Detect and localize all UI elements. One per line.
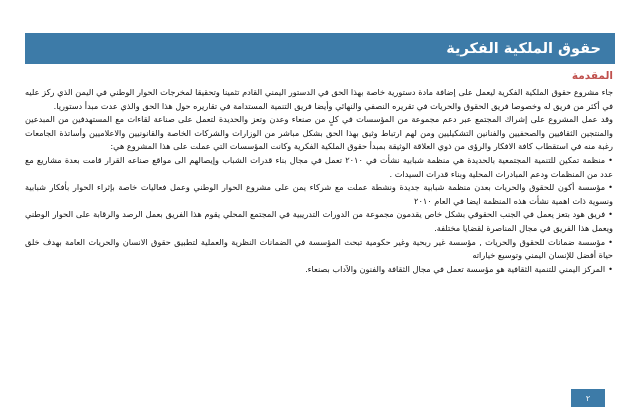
- bullet-icon: •: [608, 209, 613, 220]
- list-item-text: فريق هود بتعز يعمل في الجنب الحقوقي بشكل خاص يقدمون مجموعة من الدورات التدريبية في المجتمع المحلي يقوم هذا الفريق بعمل الرصد والرقابة على الحوار الوطني ويعمل هذا الفريق في مجال المناصرة لقضايا مختلفة.: [25, 209, 613, 233]
- list-item-text: منظمة تمكين للتنمية المجتمعية بالحديدة هي منظمة شبابية نشأت في ٢٠١٠ تعمل في مجال بناء قدرات الشباب وإيصالهم الى مواقع صناعه القرار قامت بعدة مشاريع مع عدد من المنظمات ودعم المبادرات المحلية وبناء قدرات السيدات .: [25, 154, 613, 179]
- institutions-list: [25, 154, 613, 276]
- list-item: [25, 236, 613, 263]
- list-item-text: مؤسسة أكون للحقوق والحريات بعدن منظمة شبابية جديدة ونشطة عملت مع شركاء يمن على مشروع الحوار الوطني وعمل فعاليات خاصة بإثراء الحوار بأفكار شبابية ونسوية ذات اهمية نشأت هذه المنظمة ايضا في العام ٢٠١٠: [25, 182, 613, 206]
- section-heading: المقدمة: [571, 70, 613, 82]
- list-item-text: مؤسسة ضمانات للحقوق والحريات , مؤسسة غير ربحية وغير حكومية تبحث المؤسسة في الضمانات النظرية والعملية لتطبيق حقوق الانسان والحريات العامة بهدف خلق حياة أفضل للإنسان اليمني وتوسيع خياراته: [25, 236, 613, 261]
- list-item: [25, 208, 613, 235]
- intro-paragraph: جاء مشروع حقوق الملكية الفكرية ليعمل على إضافة مادة دستورية خاصة بهذا الحق في الدستور اليمني القادم تثمينا وتحقيقا لمخرجات الحوار الوطني في اليمن الذي ركز عليه في أكثر من فريق له وخصوصا فريق الحقوق والحريات في تقريره النصفي والنهائي وأيضا فريق التنمية المستدامة في تقاريره حول هذا الحق والذي عدت مبدأ دستوريا.: [25, 87, 613, 111]
- bullet-icon: •: [608, 236, 613, 247]
- bullet-icon: •: [608, 182, 613, 193]
- page-number: ٢: [571, 389, 605, 407]
- title-bar: [25, 33, 615, 64]
- list-item: [25, 154, 613, 181]
- bullet-icon: •: [608, 263, 613, 274]
- bullet-icon: •: [608, 154, 613, 165]
- list-item-text: المركز اليمني للتنمية الثقافية هو مؤسسة تعمل في مجال الثقافة والفنون والآداب بصنعاء.: [305, 263, 606, 274]
- page-title: حقوق الملكية الفكرية: [446, 40, 601, 57]
- document-body: [25, 70, 613, 276]
- list-item: [25, 181, 613, 208]
- second-paragraph: وقد عمل المشروع على إشراك المجتمع عبر دعم مجموعة من المؤسسات في كلٍ من صنعاء وعدن وتعز والحديدة لتعمل على صناعة لقاءات مع المستهدفين من المبدعين والمنتجين الثقافيين والصحفيين والفنانين التشكيليين ومن لهم ارتباط وثيق بهذا الحق بشكل مباشر من الوزارات والشركات الخاصة والقانونيين والاعلاميين وأساتذة الجامعات رغبة منه في استقطاب كافة الافكار والرؤى من ذوي العلاقة الوثيقة بمبدأ حقوق الملكية الفكرية وكانت المؤسسات التي عملت على هذا المشروع هي:: [25, 114, 613, 152]
- list-item: [25, 263, 613, 277]
